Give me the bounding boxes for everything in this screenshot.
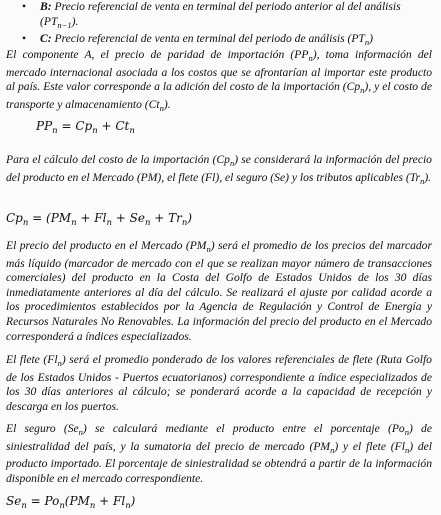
bullet-dot-icon: • xyxy=(22,32,27,46)
bullet-item-c: • C: Precio referencial de venta en terminal del periodo de análisis $(PT_n)$ xyxy=(22,32,374,48)
paragraph-import-cost: Para el cálculo del costo de la importación $(Cp_n)$ se considerará la información del precio del producto en el Mercado (PM), el flete (Fl), el seguro (Se) y los tributos aplicables $(Tr_n)$. xyxy=(6,153,432,186)
equation-cpn: $Cp_n = (PM_n + Fl_n + Se_n + Tr_n)$ xyxy=(6,211,193,228)
bullet-list xyxy=(6,0,432,50)
paragraph-market-price: El precio del producto en el Mercado $(PM_n)$ será el promedio de los precios del marcador más líquido (marcador de mercado con el que se realizan mayor número de transacciones comerciales) del producto en la Costa del Golfo de Estados Unidos de los 30 días inmediatamente anteriores al día del cálculo. Se realizará el ajuste por calidad acorde a los procedimientos establecidos por la Agencia de Regulación y Control de Energía y Recursos Naturales No Renovables. La información del precio del producto en el Mercado corresponderá a índices especializados. xyxy=(6,239,432,343)
equation-sen: $Se_n = Po_n(PM_n + Fl_n)$ xyxy=(6,494,136,511)
paragraph-freight: El flete $(Fl_n)$ será el promedio ponderado de los valores referenciales de flete (Ruta Golfo de los Estados Unidos - Puertos ecuatorianos) correspondiente a índice especializados de los 30 días anteriores al cálculo; se ponderará acorde a la capacidad de recepción y descarga en los puertos. xyxy=(6,353,432,413)
bullet-key: C: xyxy=(40,32,52,46)
paragraph-insurance: El seguro $(Se_n)$ se calculará mediante el producto entre el porcentaje $(Po_n)$ de siniestralidad del país, y la sumatoria del precio de mercado $(PM_n)$ y el flete $(Fl_n)$ del producto importado. El porcentaje de siniestralidad se obtendrá a partir de la información disponible en el mercado correspondiente. xyxy=(6,422,433,485)
bullet-dot-icon: • xyxy=(22,0,27,13)
paragraph-component-a: El componente A, el precio de paridad de importación $(PP_n)$, toma información del mercado internacional asociada a los costos que se afrontarían al importar este producto al país. Este valor corresponde a la adición del costo de la importación $(Cp_n)$, y el costo de transporte y almacenamiento $(Ct_n)$. xyxy=(6,48,432,113)
bullet-key: B: xyxy=(40,0,52,13)
bullet-item-b: • B: Precio referencial de venta en terminal del periodo anterior al del análisis $(PT_{n-1})$. xyxy=(22,0,401,30)
equation-ppn: $PP_n = Cp_n + Ct_n$ xyxy=(36,119,135,136)
